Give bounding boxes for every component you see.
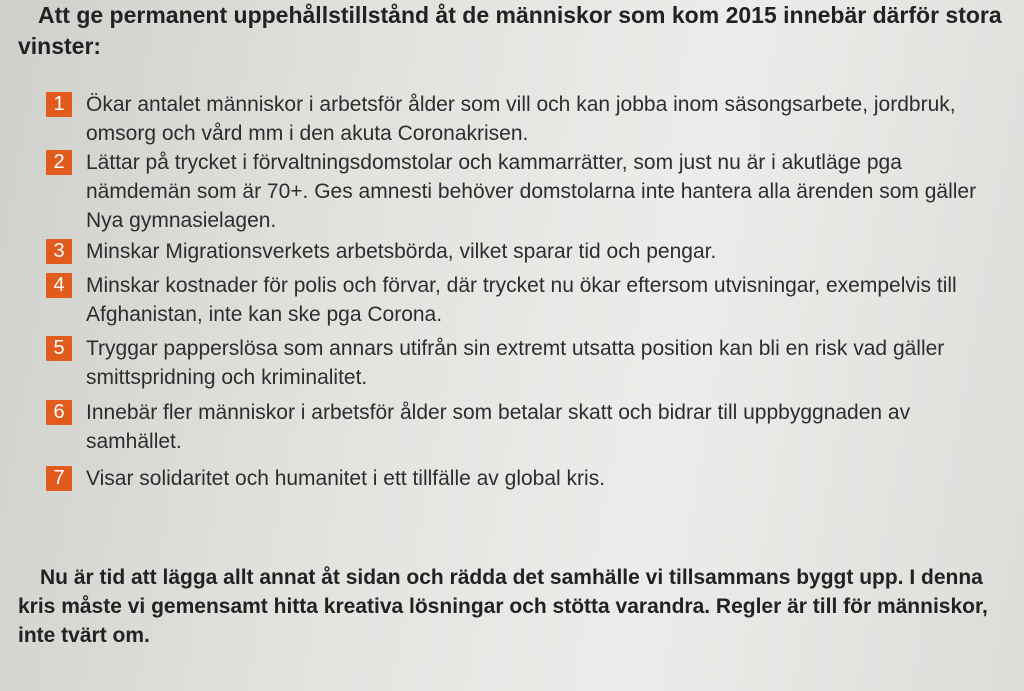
number-badge: 6 bbox=[46, 400, 72, 425]
list-item bbox=[46, 334, 1011, 392]
list-item-text: Minskar Migrationsverkets arbetsbörda, vilket sparar tid och pengar. bbox=[86, 240, 717, 263]
list-item-text: Visar solidaritet och humanitet i ett tillfälle av global kris. bbox=[86, 467, 606, 490]
list-item bbox=[46, 464, 1011, 493]
list-item-text: Lättar på trycket i förvaltningsdomstolar och kammarrätter, som just nu är i akutläge pga nämdemän som är 70+. Ges amnesti behöver domstolarna inte hantera alla ärenden som gäller Nya gymnasielagen. bbox=[86, 151, 977, 232]
list-item-text: Minskar kostnader för polis och förvar, där trycket nu ökar eftersom utvisningar, exempelvis till Afghanistan, inte kan ske pga Corona. bbox=[86, 274, 957, 326]
list-item bbox=[46, 90, 1011, 148]
number-badge: 3 bbox=[46, 239, 72, 264]
number-badge: 2 bbox=[46, 150, 72, 175]
list-item bbox=[46, 237, 1011, 266]
list-item bbox=[46, 398, 1011, 456]
number-badge: 1 bbox=[46, 92, 72, 117]
number-badge: 4 bbox=[46, 273, 72, 298]
number-badge: 5 bbox=[46, 336, 72, 361]
list-item bbox=[46, 148, 1011, 235]
list-item-text: Ökar antalet människor i arbetsför ålder som vill och kan jobba inom säsongsarbete, jordbruk, omsorg och vård mm i den akuta Coronakrisen. bbox=[86, 93, 956, 145]
list-item-text: Tryggar papperslösa som annars utifrån sin extremt utsatta position kan bli en risk vad gäller smittspridning och kriminalitet. bbox=[86, 337, 945, 389]
intro-paragraph: Att ge permanent uppehållstillstånd åt de människor som kom 2015 innebär därför stora vinster: bbox=[18, 2, 1002, 59]
benefits-list bbox=[46, 90, 1011, 493]
list-item bbox=[46, 271, 1011, 329]
conclusion-paragraph: Nu är tid att lägga allt annat åt sidan och rädda det samhälle vi tillsammans byggt upp. I denna kris måste vi gemensamt hitta kreativa lösningar och stötta varandra. Regler är till för människor, inte tvärt om. bbox=[18, 566, 988, 647]
list-item-text: Innebär fler människor i arbetsför ålder som betalar skatt och bidrar till uppbyggnaden av samhället. bbox=[86, 401, 911, 453]
number-badge: 7 bbox=[46, 466, 72, 491]
